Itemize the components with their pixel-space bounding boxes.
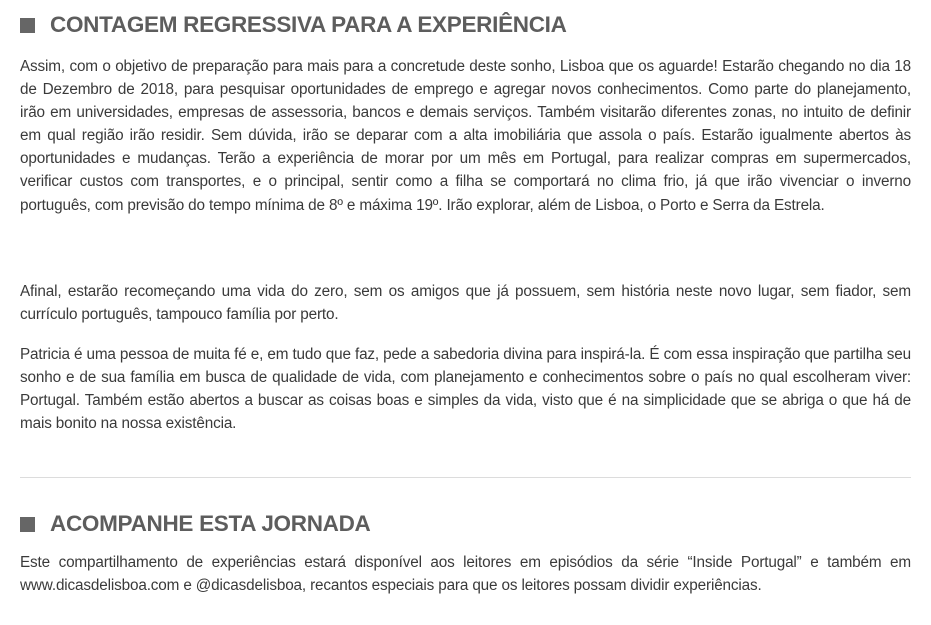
- section-heading-text: ACOMPANHE ESTA JORNADA: [50, 511, 371, 536]
- square-bullet-icon: [20, 517, 35, 532]
- paragraph-preparation: Assim, com o objetivo de preparação para mais para a concretude deste sonho, Lisboa que os aguarde! Estarão chegando no dia 18 de Dezembro de 2018, para pesquisar oportunidades de emprego e agregar novos conhecimentos. Como parte do planejamento, irão em universidades, empresas de assessoria, bancos e demais serviços. Também visitarão diferentes zonas, no intuito de definir em qual região irão residir. Sem dúvida, irão se deparar com a alta imobiliária que assola o país. Estarão igualmente abertos às oportunidades e mudanças. Terão a experiência de morar por um mês em Portugal, para realizar compras em supermercados, verificar custos com transportes, e o principal, sentir como a filha se comportará no clima frio, já que irão vivenciar o inverno português, com previsão do tempo mínima de 8º e máxima 19º. Irão explorar, além de Lisboa, o Porto e Serra da Estrela.: [20, 58, 911, 214]
- paragraph-faith: Patricia é uma pessoa de muita fé e, em tudo que faz, pede a sabedoria divina para inspirá-la. É com essa inspiração que partilha seu sonho e de sua família em busca de qualidade de vida, com planejamento e conhecimentos sobre o país no qual escolheram viver: Portugal. Também estão abertos a buscar as coisas boas e simples da vida, visto que é na simplicidade que se abriga o que há de mais bonito na nossa existência.: [20, 346, 911, 433]
- paragraph-starting-over: Afinal, estarão recomeçando uma vida do zero, sem os amigos que já possuem, sem história neste novo lugar, sem fiador, sem currículo português, tampouco família por perto.: [20, 283, 911, 324]
- square-bullet-icon: [20, 18, 35, 33]
- section-divider: [20, 477, 911, 478]
- section-heading-follow-journey: [20, 509, 371, 539]
- section-heading-countdown: [20, 10, 567, 40]
- paragraph-sharing: Este compartilhamento de experiências estará disponível aos leitores em episódios da série “Inside Portugal” e também em www.dicasdelisboa.com e @dicasdelisboa, recantos especiais para que os leitores possam dividir experiências.: [20, 554, 911, 595]
- section-heading-text: CONTAGEM REGRESSIVA PARA A EXPERIÊNCIA: [50, 12, 567, 37]
